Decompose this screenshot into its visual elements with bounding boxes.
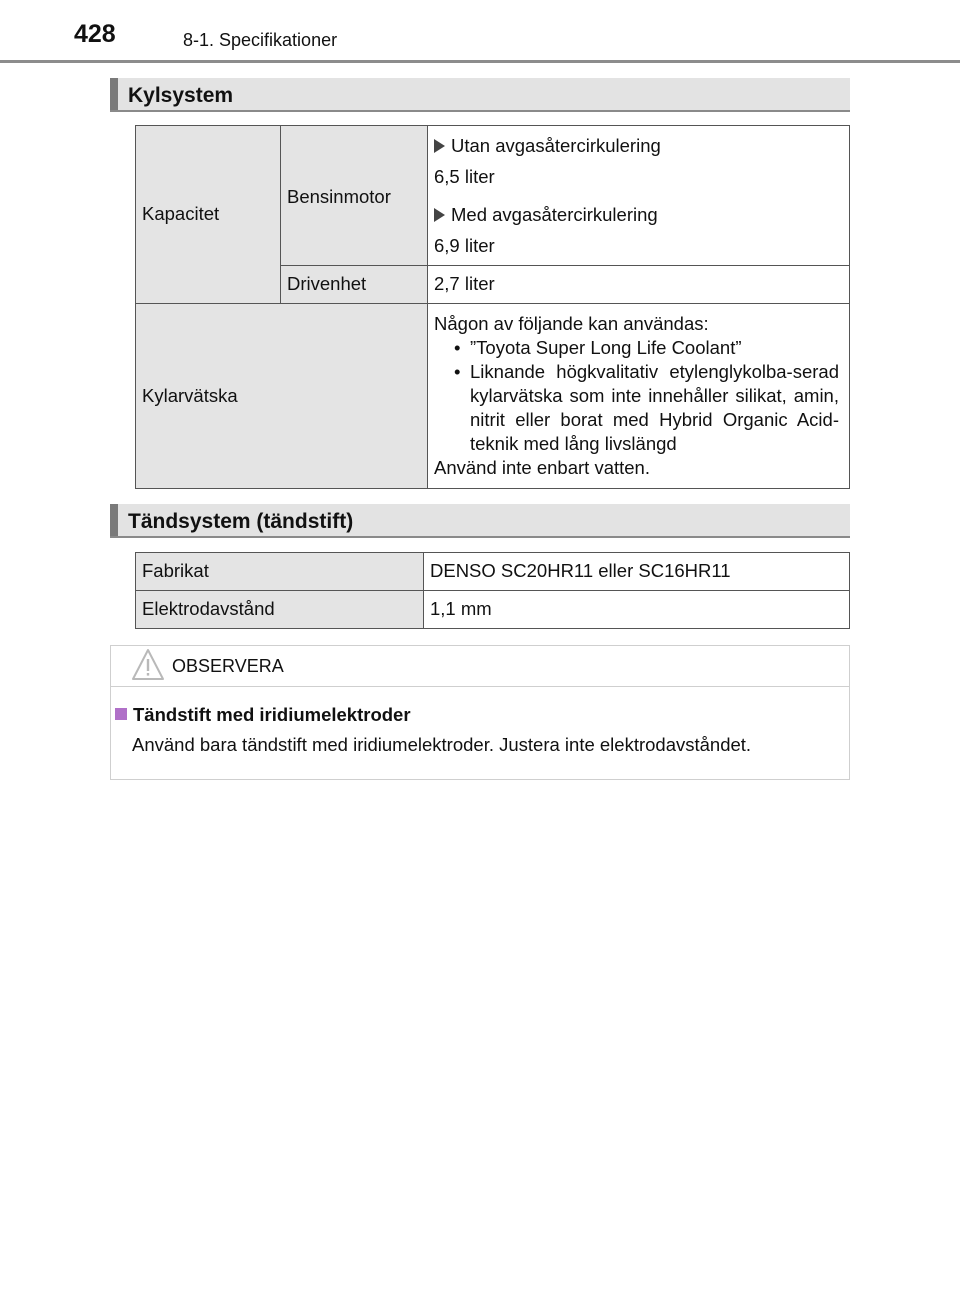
capacity-label: Kapacitet — [136, 126, 281, 304]
coolant-cell — [428, 304, 850, 489]
coolant-list — [434, 336, 839, 456]
gap-label: Elektrodavstånd — [136, 591, 424, 629]
without-egr-value: 6,5 liter — [434, 166, 495, 188]
list-item: • ”Toyota Super Long Life Coolant” — [434, 336, 839, 360]
triangle-bullet-icon — [434, 208, 445, 222]
table-row — [136, 304, 850, 489]
notice-subheading-text: Tändstift med iridiumelektroder — [133, 704, 411, 725]
ignition-table — [135, 552, 850, 629]
table-row — [136, 553, 850, 591]
gasoline-engine-label: Bensinmotor — [281, 126, 428, 266]
drive-unit-label: Drivenhet — [281, 266, 428, 304]
section-bar — [110, 504, 118, 536]
without-egr-label: Utan avgasåtercirkulering — [451, 135, 661, 156]
table-row — [136, 126, 850, 266]
make-label: Fabrikat — [136, 553, 424, 591]
notice-title: OBSERVERA — [172, 656, 284, 676]
cooling-table — [135, 125, 850, 489]
section-title: Tändsystem (tändstift) — [128, 510, 354, 533]
section-heading-cooling — [110, 78, 850, 112]
chapter-title: 8-1. Specifikationer — [183, 30, 338, 50]
page-number: 428 — [74, 20, 116, 48]
drive-unit-value: 2,7 liter — [428, 266, 850, 304]
gasoline-capacity-cell — [428, 126, 850, 266]
notice-text: Använd bara tändstift med iridiumelektroder. Justera inte elektrodavståndet. — [132, 734, 752, 755]
table-row — [136, 591, 850, 629]
without-egr-line — [434, 134, 843, 158]
with-egr-line — [434, 203, 843, 227]
triangle-bullet-icon — [434, 139, 445, 153]
with-egr-label: Med avgasåtercirkulering — [451, 204, 658, 226]
notice-subheading — [115, 704, 411, 726]
gap-value: 1,1 mm — [424, 591, 850, 629]
with-egr-value: 6,9 liter — [434, 235, 495, 257]
notice-box — [110, 645, 850, 780]
square-bullet-icon — [115, 708, 127, 720]
list-item: • Liknande högkvalitativ etylenglykolba-serad kylarvätska som inte innehåller silikat, amin, nitrit eller borat med Hybrid Organic Acid-teknik med lång livslängd — [434, 360, 839, 456]
coolant-note: Använd inte enbart vatten. — [434, 457, 650, 479]
notice-header — [111, 646, 849, 687]
section-heading-ignition — [110, 504, 850, 538]
section-title: Kylsystem — [128, 84, 234, 107]
make-value: DENSO SC20HR11 eller SC16HR11 — [424, 553, 850, 591]
coolant-intro: Någon av följande kan användas: — [434, 312, 709, 334]
warning-icon — [131, 648, 165, 682]
section-bar — [110, 78, 118, 110]
coolant-label: Kylarvätska — [136, 304, 428, 489]
header-rule — [0, 60, 960, 63]
